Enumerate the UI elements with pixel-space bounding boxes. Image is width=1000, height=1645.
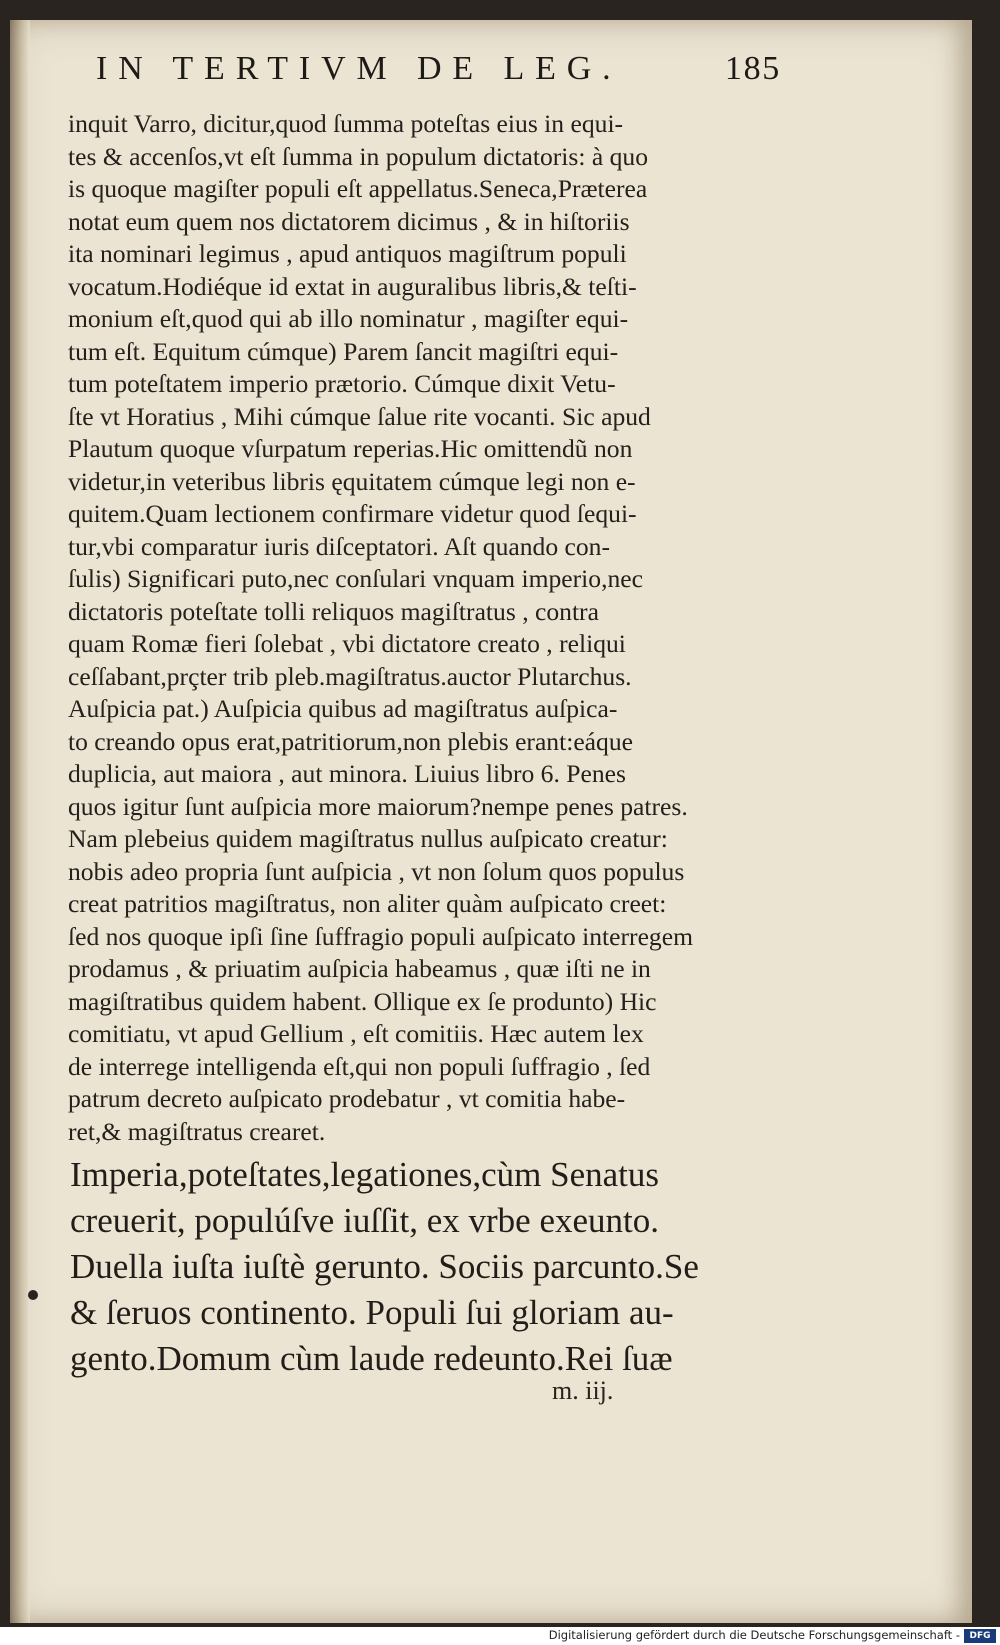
text-line: ſed nos quoque ipſi ſine ſuffragio populi auſpicato interregem xyxy=(68,921,693,951)
running-header xyxy=(96,50,781,88)
text-line: tum poteſtatem imperio prætorio. Cúmque dixit Vetu- xyxy=(68,369,616,398)
text-line: inquit Varro, dicitur,quod ſumma poteſtas eius in equi- xyxy=(68,109,624,138)
text-line: Plautum quoque vſurpatum reperias.Hic omittendũ non xyxy=(68,434,633,463)
page-number: 185 xyxy=(724,50,781,87)
text-line: tes & accenſos,vt eſt ſumma in populum dictatoris: à quo xyxy=(68,141,649,171)
text-line: Auſpicia pat.) Auſpicia quibus ad magiſtratus auſpica- xyxy=(68,694,618,723)
text-line: nobis adeo propria ſunt auſpicia , vt non ſolum quos populus xyxy=(68,856,685,886)
text-line: quos igitur ſunt auſpicia more maiorum?nempe penes patres. xyxy=(68,791,688,821)
text-line: ret,& magiſtratus crearet. xyxy=(68,1116,326,1146)
running-title: IN TERTIVM DE LEG. xyxy=(96,50,622,87)
text-line: duplicia, aut maiora , aut minora. Liuius libro 6. Penes xyxy=(68,759,626,788)
law-text xyxy=(70,1152,788,1382)
footer-credit: Digitalisierung gefördert durch die Deutsche Forschungsgemeinschaft - xyxy=(548,1628,960,1642)
text-line: de interrege intelligenda eſt,qui non populi ſuffragio , ſed xyxy=(68,1051,651,1081)
text-line: creat patritios magiſtratus, non aliter quàm auſpicato creet: xyxy=(68,889,667,918)
text-line: ſulis) Significari puto,nec conſulari vnquam imperio,nec xyxy=(68,564,643,593)
text-line: ſte vt Horatius , Mihi cúmque ſalue rite vocanti. Sic apud xyxy=(68,401,651,431)
signature-mark: m. iij. xyxy=(552,1376,614,1405)
dfg-logo: DFG xyxy=(964,1629,996,1643)
text-line: ceſſabant,prçter trib pleb.magiſtratus.auctor Plutarchus. xyxy=(68,661,632,691)
text-line: is quoque magiſter populi eſt appellatus.Seneca,Præterea xyxy=(68,174,648,203)
law-line: Duella iuſta iuſtè gerunto. Sociis parcunto.Se xyxy=(70,1247,699,1286)
text-line: vocatum.Hodiéque id extat in auguralibus libris,& teſti- xyxy=(68,271,637,301)
text-line: tur,vbi comparatur iuris diſceptatori. Aſt quando con- xyxy=(68,531,610,561)
text-line: prodamus , & priuatim auſpicia habeamus , quæ iſti ne in xyxy=(68,954,651,983)
text-line: patrum decreto auſpicato prodebatur , vt comitia habe- xyxy=(68,1084,626,1113)
law-line: gento.Domum cùm laude redeunto.Rei ſuæ xyxy=(70,1339,673,1378)
page-gutter-shadow xyxy=(10,20,30,1623)
text-line: Nam plebeius quidem magiſtratus nullus auſpicato creatur: xyxy=(68,824,668,853)
margin-mark xyxy=(28,1290,38,1300)
law-line: Imperia,poteſtates,legationes,cùm Senatus xyxy=(70,1155,659,1194)
text-line: quitem.Quam lectionem confirmare videtur quod ſequi- xyxy=(68,499,637,528)
text-line: ita nominari legimus , apud antiquos magiſtrum populi xyxy=(68,239,627,268)
text-line: dictatoris poteſtate tolli reliquos magiſtratus , contra xyxy=(68,596,599,626)
text-line: comitiatu, vt apud Gellium , eſt comitiis. Hæc autem lex xyxy=(68,1019,644,1048)
law-line: creuerit, populúſve iuſſit, ex vrbe exeunto. xyxy=(70,1201,659,1240)
law-line: & ſeruos continento. Populi ſui gloriam au- xyxy=(70,1293,674,1332)
commentary-text xyxy=(68,108,786,1148)
text-line: tum eſt. Equitum cúmque) Parem ſancit magiſtri equi- xyxy=(68,336,619,366)
text-line: quam Romæ fieri ſolebat , vbi dictatore creato , reliqui xyxy=(68,629,626,658)
digitization-footer xyxy=(0,1627,1000,1645)
text-line: to creando opus erat,patritiorum,non plebis erant:eáque xyxy=(68,726,633,756)
text-line: notat eum quem nos dictatorem dicimus , & in hiſtoriis xyxy=(68,206,630,236)
text-line: monium eſt,quod qui ab illo nominatur , magiſter equi- xyxy=(68,304,629,333)
text-line: magiſtratibus quidem habent. Ollique ex ſe produnto) Hic xyxy=(68,986,657,1016)
text-line: videtur,in veteribus libris ęquitatem cúmque legi non e- xyxy=(68,466,636,496)
